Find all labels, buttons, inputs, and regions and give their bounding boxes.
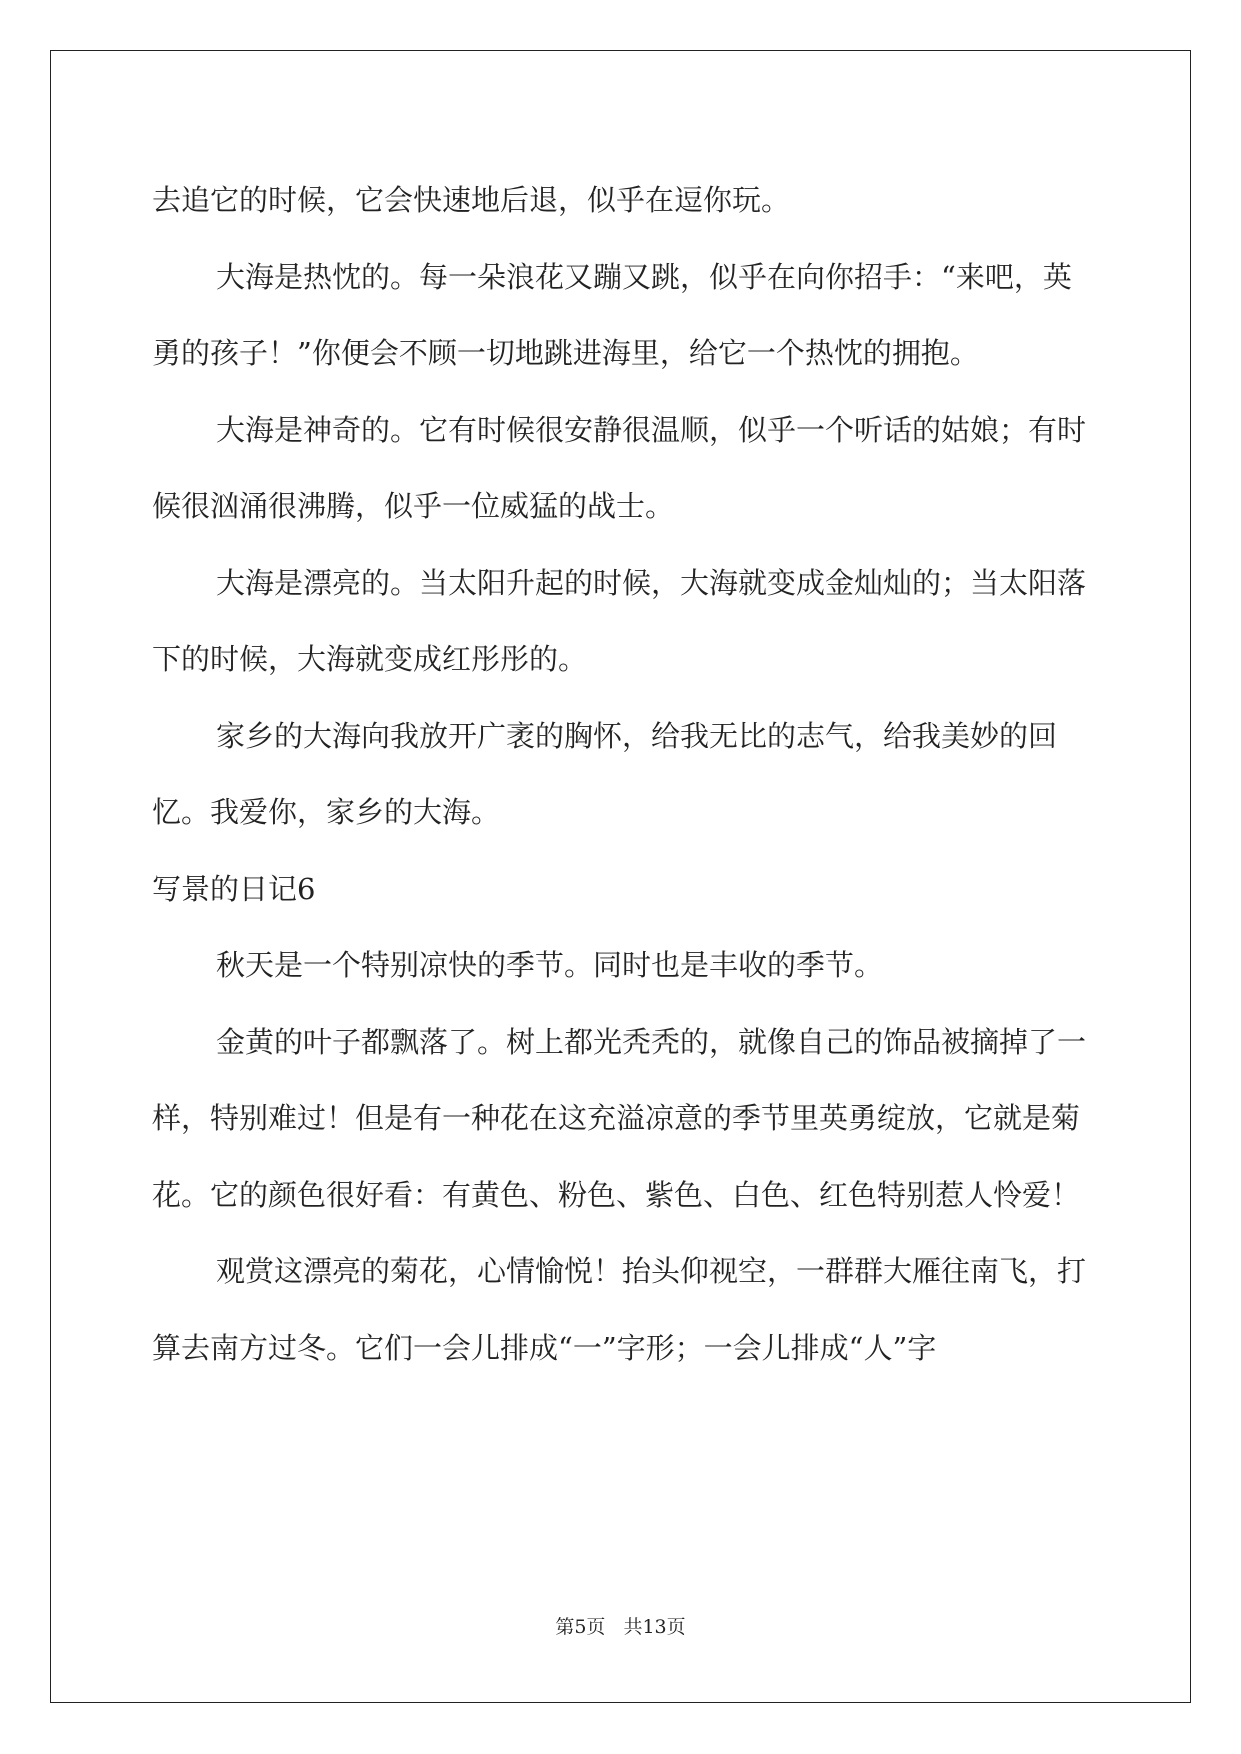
section-heading: 写景的日记6: [152, 871, 316, 906]
paragraph: 观赏这漂亮的菊花，心情愉悦！抬头仰视空，一群群大雁往南飞，打算去南方过冬。它们一会儿排成“一”字形；一会儿排成“人”字: [152, 1254, 1087, 1365]
page-footer: [0, 1612, 1241, 1639]
paragraph: 大海是漂亮的。当太阳升起的时候，大海就变成金灿灿的；当太阳落下的时候，大海就变成红彤彤的。: [152, 565, 1087, 676]
page-number: 第5页: [555, 1616, 606, 1638]
paragraph-continuation: 去追它的时候，它会快速地后退，似乎在逗你玩。: [152, 183, 791, 217]
paragraph: 金黄的叶子都飘落了。树上都光秃秃的，就像自己的饰品被摘掉了一样，特别难过！但是有一种花在这充溢凉意的季节里英勇绽放，它就是菊花。它的颜色很好看：有黄色、粉色、紫色、白色、红色特别惹人怜爱！: [152, 1024, 1087, 1212]
document-body: [152, 162, 1092, 1386]
page-total: 共13页: [623, 1616, 686, 1638]
paragraph: 家乡的大海向我放开广袤的胸怀，给我无比的志气，给我美妙的回忆。我爱你，家乡的大海。: [152, 718, 1058, 829]
paragraph: 大海是热忱的。每一朵浪花又蹦又跳，似乎在向你招手：“来吧，英勇的孩子！”你便会不顾一切地跳进海里，给它一个热忱的拥抱。: [152, 259, 1072, 370]
paragraph: 秋天是一个特别凉快的季节。同时也是丰收的季节。: [216, 948, 884, 982]
paragraph: 大海是神奇的。它有时候很安静很温顺，似乎一个听话的姑娘；有时候很汹涌很沸腾，似乎一位威猛的战士。: [152, 412, 1087, 523]
